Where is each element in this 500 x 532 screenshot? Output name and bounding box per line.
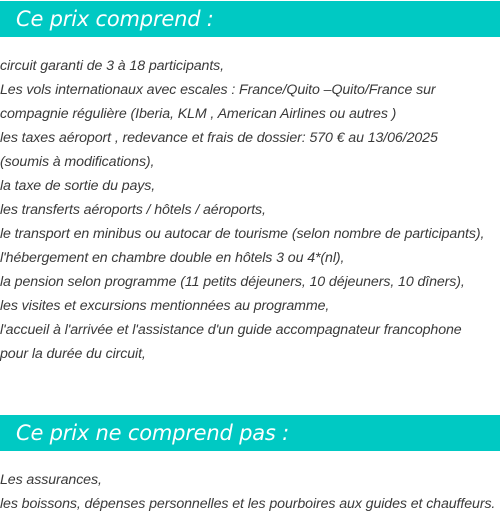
- price-excludes-list: [0, 468, 500, 516]
- price-includes-title: Ce prix comprend :: [16, 7, 214, 31]
- list-item: le transport en minibus ou autocar de tourisme (selon nombre de participants),: [0, 226, 485, 242]
- list-item: les visites et excursions mentionnées au programme,: [0, 298, 330, 314]
- list-item: compagnie régulière (Iberia, KLM , American Airlines ou autres ): [0, 106, 397, 122]
- list-item: la pension selon programme (11 petits déjeuners, 10 déjeuners, 10 dîners),: [0, 274, 465, 290]
- list-item: l'hébergement en chambre double en hôtels 3 ou 4*(nl),: [0, 250, 345, 266]
- list-item: Les vols internationaux avec escales : France/Quito –Quito/France sur: [0, 82, 436, 98]
- list-item: pour la durée du circuit,: [0, 346, 146, 362]
- list-item: circuit garanti de 3 à 18 participants,: [0, 58, 225, 74]
- list-item: la taxe de sortie du pays,: [0, 178, 156, 194]
- price-includes-header: [0, 1, 500, 37]
- list-item: les boissons, dépenses personnelles et les pourboires aux guides et chauffeurs.: [0, 496, 496, 512]
- list-item: (soumis à modifications),: [0, 154, 155, 170]
- price-includes-list: [0, 54, 500, 366]
- price-excludes-header: [0, 415, 500, 451]
- list-item: les transferts aéroports / hôtels / aéroports,: [0, 202, 266, 218]
- price-excludes-title: Ce prix ne comprend pas :: [16, 421, 290, 445]
- list-item: les taxes aéroport , redevance et frais de dossier: 570 € au 13/06/2025: [0, 130, 438, 146]
- list-item: l'accueil à l'arrivée et l'assistance d'un guide accompagnateur francophone: [0, 322, 462, 338]
- list-item: Les assurances,: [0, 472, 102, 488]
